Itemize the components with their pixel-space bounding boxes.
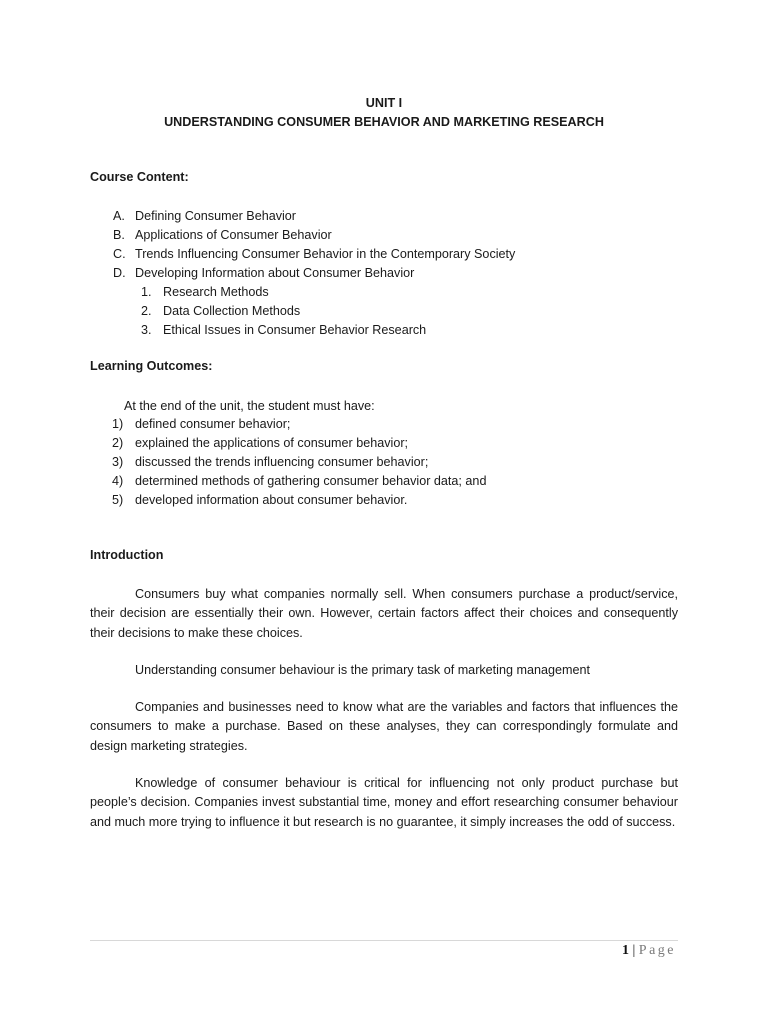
list-marker: C. [113,247,126,261]
list-item-text: explained the applications of consumer behavior; [135,436,409,450]
unit-label: UNIT I [365,96,403,110]
sub-list-marker: 2. [141,304,152,318]
list-marker: 1) [112,417,124,431]
list-marker: B. [113,228,125,242]
list-marker: 5) [112,493,124,507]
introduction-heading: Introduction [90,548,164,562]
list-item-text: discussed the trends influencing consumer behavior; [135,455,429,469]
intro-paragraph: Companies and businesses need to know what are the variables and factors that influences the consumers to make a purchase. Based on these analyses, they can correspondingly formulate and design marketing strategies. [90,700,678,753]
list-marker: D. [113,266,126,280]
sub-list-item-text: Data Collection Methods [163,304,301,318]
intro-paragraph: Consumers buy what companies normally sell. When consumers purchase a product/service, their decision are essentially their own. However, certain factors affect their choices and consequently their decisions to make these choices. [90,587,678,640]
list-item-text: determined methods of gathering consumer behavior data; and [135,474,487,488]
list-marker: 4) [112,474,124,488]
list-item-text: defined consumer behavior; [135,417,291,431]
list-item-text: Defining Consumer Behavior [135,209,297,223]
list-item-text: developed information about consumer behavior. [135,493,408,507]
intro-paragraph: Knowledge of consumer behaviour is critical for influencing not only product purchase but people’s decision. Companies invest substantial time, money and effort researching consumer behaviour and much more trying to influence it but research is no guarantee, it simply increases the odd of success. [90,776,678,829]
page-footer [622,942,676,960]
footer-divider [90,940,678,941]
list-item-text: Trends Influencing Consumer Behavior in the Contemporary Society [135,247,516,261]
course-content-heading: Course Content: [90,170,189,184]
learning-outcomes-heading: Learning Outcomes: [90,359,213,373]
list-item-text: Developing Information about Consumer Behavior [135,266,415,280]
sub-list-item-text: Ethical Issues in Consumer Behavior Research [163,323,427,337]
page-number: 1 [621,943,629,958]
sub-list-item-text: Research Methods [163,285,269,299]
unit-title: UNDERSTANDING CONSUMER BEHAVIOR AND MARKETING RESEARCH [164,115,604,129]
page-separator: | [632,943,636,958]
sub-list-marker: 1. [141,285,152,299]
list-marker: 3) [112,455,124,469]
sub-list-marker: 3. [141,323,152,337]
list-marker: 2) [112,436,124,450]
intro-paragraph: Understanding consumer behaviour is the primary task of marketing management [135,663,590,677]
page-label: Page [638,943,676,958]
list-item-text: Applications of Consumer Behavior [135,228,332,242]
learning-outcomes-intro: At the end of the unit, the student must have: [124,399,375,413]
list-marker: A. [113,209,125,223]
unit-title-block [90,94,678,132]
